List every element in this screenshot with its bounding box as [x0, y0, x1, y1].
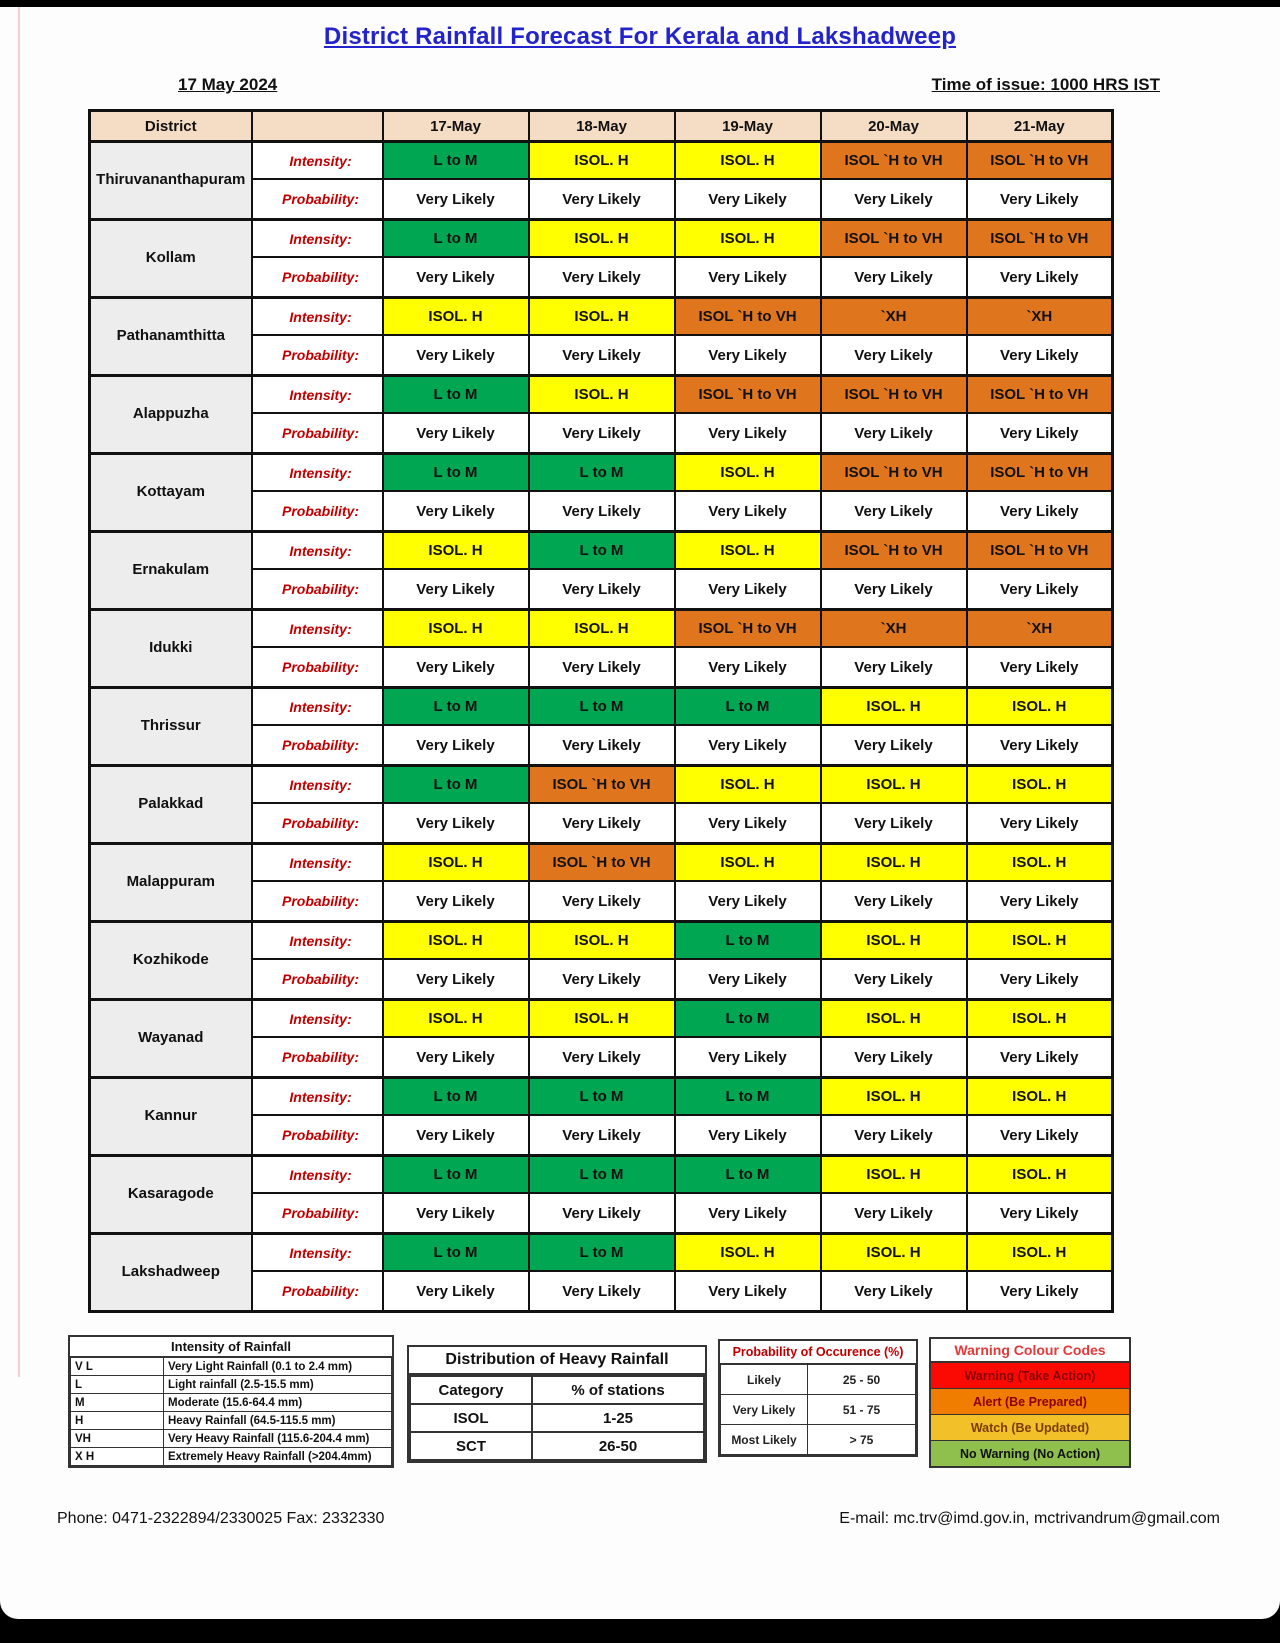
intensity-cell: `XH: [821, 298, 967, 336]
probability-cell: Very Likely: [383, 413, 529, 454]
intensity-cell: ISOL. H: [821, 1078, 967, 1116]
district-name: Thiruvananthapuram: [90, 142, 252, 220]
probability-cell: Very Likely: [821, 1193, 967, 1234]
probability-cell: Very Likely: [821, 413, 967, 454]
probability-cell: Very Likely: [675, 803, 821, 844]
intensity-label: Intensity:: [252, 922, 383, 960]
distribution-header-row: [410, 1376, 704, 1404]
intensity-cell: L to M: [529, 1234, 675, 1272]
intensity-row: [90, 454, 1113, 492]
intensity-cell: L to M: [529, 454, 675, 492]
intensity-label: Intensity:: [252, 220, 383, 258]
intensity-legend-table: [70, 1357, 392, 1466]
phone-fax-text: Phone: 0471-2322894/2330025 Fax: 2332330: [57, 1510, 385, 1527]
intensity-cell: L to M: [383, 454, 529, 492]
probability-cell: Very Likely: [967, 803, 1113, 844]
distribution-row: [410, 1404, 704, 1432]
probability-cell: Very Likely: [383, 1271, 529, 1312]
intensity-cell: ISOL `H to VH: [821, 454, 967, 492]
intensity-description: Extremely Heavy Rainfall (>204.4mm): [164, 1448, 392, 1466]
probability-cell: Very Likely: [529, 1193, 675, 1234]
intensity-legend-row: [71, 1412, 392, 1430]
distribution-percent: 1-25: [532, 1404, 704, 1432]
probability-cell: Very Likely: [529, 959, 675, 1000]
probability-cell: Very Likely: [967, 257, 1113, 298]
probability-legend-title: Probability of Occurence (%): [720, 1341, 916, 1364]
intensity-label: Intensity:: [252, 766, 383, 804]
intensity-cell: L to M: [529, 688, 675, 726]
district-name: Kasaragode: [90, 1156, 252, 1234]
warning-codes-rows: [931, 1362, 1129, 1466]
probability-cell: Very Likely: [529, 1271, 675, 1312]
intensity-cell: ISOL `H to VH: [529, 766, 675, 804]
intensity-row: [90, 1156, 1113, 1194]
probability-cell: Very Likely: [383, 959, 529, 1000]
intensity-cell: ISOL. H: [529, 610, 675, 648]
date-column-header: 21-May: [967, 111, 1113, 142]
intensity-cell: ISOL. H: [529, 298, 675, 336]
district-name: Kannur: [90, 1078, 252, 1156]
probability-cell: Very Likely: [967, 1115, 1113, 1156]
intensity-cell: ISOL. H: [383, 922, 529, 960]
warning-code-row: Warning (Take Action): [931, 1362, 1129, 1388]
intensity-cell: ISOL. H: [675, 532, 821, 570]
intensity-cell: ISOL. H: [821, 1156, 967, 1194]
intensity-cell: ISOL `H to VH: [821, 532, 967, 570]
probability-label: Probability:: [252, 179, 383, 220]
distribution-percent: 26-50: [532, 1432, 704, 1460]
date-column-header: 20-May: [821, 111, 967, 142]
intensity-label: Intensity:: [252, 688, 383, 726]
probability-cell: Very Likely: [675, 413, 821, 454]
label-column-header: [252, 111, 383, 142]
probability-cell: Very Likely: [821, 335, 967, 376]
probability-legend-row: [721, 1395, 916, 1425]
forecast-table: [88, 109, 1114, 1313]
intensity-label: Intensity:: [252, 1234, 383, 1272]
scan-artifact-line: [18, 7, 20, 1377]
intensity-legend-row: [71, 1394, 392, 1412]
intensity-row: [90, 844, 1113, 882]
time-of-issue: Time of issue: 1000 HRS IST: [931, 75, 1160, 94]
probability-label: Probability:: [252, 257, 383, 298]
probability-range: 25 - 50: [808, 1365, 916, 1395]
intensity-cell: L to M: [383, 376, 529, 414]
intensity-cell: ISOL `H to VH: [967, 454, 1113, 492]
date-column-header: 19-May: [675, 111, 821, 142]
district-name: Palakkad: [90, 766, 252, 844]
probability-cell: Very Likely: [821, 725, 967, 766]
intensity-cell: L to M: [383, 1234, 529, 1272]
probability-cell: Very Likely: [821, 1271, 967, 1312]
probability-cell: Very Likely: [383, 257, 529, 298]
intensity-cell: ISOL. H: [675, 220, 821, 258]
probability-label: Probability:: [252, 1115, 383, 1156]
intensity-cell: ISOL. H: [967, 688, 1113, 726]
intensity-abbr: X H: [71, 1448, 164, 1466]
probability-label: Probability:: [252, 1271, 383, 1312]
intensity-cell: ISOL `H to VH: [967, 376, 1113, 414]
intensity-abbr: V L: [71, 1358, 164, 1376]
intensity-label: Intensity:: [252, 142, 383, 180]
probability-legend-table: [720, 1364, 916, 1455]
district-name: Ernakulam: [90, 532, 252, 610]
probability-cell: Very Likely: [383, 335, 529, 376]
probability-legend: [718, 1339, 918, 1457]
probability-term: Likely: [721, 1365, 808, 1395]
intensity-cell: ISOL. H: [383, 610, 529, 648]
probability-cell: Very Likely: [529, 569, 675, 610]
intensity-legend-body: [71, 1358, 392, 1466]
distribution-legend-title: Distribution of Heavy Rainfall: [409, 1347, 705, 1375]
probability-cell: Very Likely: [529, 1037, 675, 1078]
email-text: E-mail: mc.trv@imd.gov.in, mctrivandrum@gmail.com: [839, 1510, 1220, 1527]
probability-cell: Very Likely: [821, 257, 967, 298]
intensity-legend-row: [71, 1358, 392, 1376]
probability-label: Probability:: [252, 725, 383, 766]
probability-label: Probability:: [252, 569, 383, 610]
intensity-description: Light rainfall (2.5-15.5 mm): [164, 1376, 392, 1394]
intensity-description: Heavy Rainfall (64.5-115.5 mm): [164, 1412, 392, 1430]
intensity-cell: ISOL. H: [675, 1234, 821, 1272]
intensity-abbr: M: [71, 1394, 164, 1412]
intensity-cell: ISOL. H: [821, 844, 967, 882]
probability-cell: Very Likely: [967, 1193, 1113, 1234]
probability-range: 51 - 75: [808, 1395, 916, 1425]
intensity-row: [90, 688, 1113, 726]
probability-cell: Very Likely: [967, 959, 1113, 1000]
intensity-cell: ISOL. H: [529, 376, 675, 414]
probability-cell: Very Likely: [529, 179, 675, 220]
intensity-cell: ISOL. H: [675, 142, 821, 180]
intensity-label: Intensity:: [252, 1000, 383, 1038]
probability-label: Probability:: [252, 335, 383, 376]
probability-cell: Very Likely: [821, 1037, 967, 1078]
probability-cell: Very Likely: [383, 569, 529, 610]
intensity-label: Intensity:: [252, 376, 383, 414]
probability-cell: Very Likely: [821, 179, 967, 220]
distribution-header-cell: % of stations: [532, 1376, 704, 1404]
intensity-cell: L to M: [383, 220, 529, 258]
intensity-cell: ISOL. H: [967, 1156, 1113, 1194]
probability-cell: Very Likely: [967, 647, 1113, 688]
intensity-cell: ISOL. H: [821, 688, 967, 726]
distribution-legend: [407, 1345, 707, 1463]
intensity-legend-row: [71, 1430, 392, 1448]
intensity-cell: L to M: [529, 1078, 675, 1116]
intensity-cell: ISOL. H: [529, 142, 675, 180]
distribution-category: SCT: [410, 1432, 532, 1460]
probability-label: Probability:: [252, 1037, 383, 1078]
intensity-cell: L to M: [675, 688, 821, 726]
probability-cell: Very Likely: [821, 881, 967, 922]
probability-cell: Very Likely: [967, 725, 1113, 766]
intensity-row: [90, 220, 1113, 258]
intensity-row: [90, 1000, 1113, 1038]
probability-cell: Very Likely: [675, 569, 821, 610]
intensity-cell: L to M: [383, 142, 529, 180]
district-name: Kollam: [90, 220, 252, 298]
issue-date: 17 May 2024: [178, 75, 278, 94]
intensity-cell: ISOL. H: [675, 766, 821, 804]
intensity-cell: ISOL. H: [967, 1078, 1113, 1116]
intensity-cell: L to M: [529, 1156, 675, 1194]
intensity-row: [90, 766, 1113, 804]
intensity-legend-row: [71, 1448, 392, 1466]
intensity-cell: `XH: [967, 298, 1113, 336]
probability-cell: Very Likely: [675, 1037, 821, 1078]
intensity-cell: ISOL. H: [383, 298, 529, 336]
intensity-legend-row: [71, 1376, 392, 1394]
intensity-cell: ISOL `H to VH: [529, 844, 675, 882]
probability-cell: Very Likely: [967, 179, 1113, 220]
date-column-header: 18-May: [529, 111, 675, 142]
distribution-header-cell: Category: [410, 1376, 532, 1404]
distribution-category: ISOL: [410, 1404, 532, 1432]
warning-colour-codes: [929, 1337, 1131, 1468]
district-name: Thrissur: [90, 688, 252, 766]
probability-cell: Very Likely: [675, 725, 821, 766]
probability-range: > 75: [808, 1425, 916, 1455]
intensity-cell: `XH: [967, 610, 1113, 648]
intensity-label: Intensity:: [252, 454, 383, 492]
intensity-cell: ISOL. H: [821, 1000, 967, 1038]
intensity-cell: L to M: [675, 1156, 821, 1194]
intensity-cell: L to M: [675, 1000, 821, 1038]
warning-codes-title: Warning Colour Codes: [931, 1339, 1129, 1362]
probability-cell: Very Likely: [821, 959, 967, 1000]
probability-cell: Very Likely: [529, 257, 675, 298]
probability-cell: Very Likely: [967, 1037, 1113, 1078]
intensity-abbr: H: [71, 1412, 164, 1430]
probability-legend-row: [721, 1425, 916, 1455]
probability-label: Probability:: [252, 959, 383, 1000]
intensity-cell: L to M: [675, 922, 821, 960]
intensity-cell: ISOL. H: [383, 532, 529, 570]
intensity-cell: ISOL `H to VH: [967, 220, 1113, 258]
intensity-cell: ISOL `H to VH: [967, 532, 1113, 570]
intensity-row: [90, 532, 1113, 570]
probability-cell: Very Likely: [529, 881, 675, 922]
intensity-cell: L to M: [675, 1078, 821, 1116]
intensity-row: [90, 298, 1113, 336]
intensity-row: [90, 376, 1113, 414]
intensity-label: Intensity:: [252, 298, 383, 336]
intensity-cell: `XH: [821, 610, 967, 648]
forecast-header-row: [90, 111, 1113, 142]
intensity-cell: L to M: [383, 766, 529, 804]
intensity-description: Very Heavy Rainfall (115.6-204.4 mm): [164, 1430, 392, 1448]
district-name: Malappuram: [90, 844, 252, 922]
probability-cell: Very Likely: [529, 491, 675, 532]
probability-cell: Very Likely: [675, 491, 821, 532]
district-name: Idukki: [90, 610, 252, 688]
probability-cell: Very Likely: [383, 647, 529, 688]
probability-cell: Very Likely: [529, 335, 675, 376]
intensity-cell: ISOL. H: [821, 766, 967, 804]
probability-cell: Very Likely: [675, 335, 821, 376]
probability-cell: Very Likely: [675, 257, 821, 298]
forecast-table-body: [90, 142, 1113, 1312]
probability-cell: Very Likely: [529, 647, 675, 688]
intensity-cell: ISOL `H to VH: [675, 298, 821, 336]
intensity-label: Intensity:: [252, 1078, 383, 1116]
intensity-cell: L to M: [529, 532, 675, 570]
probability-cell: Very Likely: [383, 803, 529, 844]
intensity-legend-title: Intensity of Rainfall: [70, 1337, 392, 1357]
probability-label: Probability:: [252, 881, 383, 922]
intensity-row: [90, 1234, 1113, 1272]
intensity-cell: L to M: [383, 1156, 529, 1194]
probability-cell: Very Likely: [675, 959, 821, 1000]
probability-label: Probability:: [252, 803, 383, 844]
probability-term: Very Likely: [721, 1395, 808, 1425]
intensity-row: [90, 610, 1113, 648]
intensity-legend: [68, 1335, 394, 1468]
warning-code-row: Alert (Be Prepared): [931, 1388, 1129, 1414]
district-name: Pathanamthitta: [90, 298, 252, 376]
probability-label: Probability:: [252, 413, 383, 454]
intensity-label: Intensity:: [252, 610, 383, 648]
probability-cell: Very Likely: [675, 647, 821, 688]
intensity-cell: ISOL. H: [529, 922, 675, 960]
intensity-row: [90, 922, 1113, 960]
probability-cell: Very Likely: [967, 413, 1113, 454]
intensity-description: Very Light Rainfall (0.1 to 2.4 mm): [164, 1358, 392, 1376]
intensity-cell: ISOL. H: [529, 220, 675, 258]
district-column-header: District: [90, 111, 252, 142]
probability-cell: Very Likely: [675, 1115, 821, 1156]
intensity-cell: ISOL. H: [967, 1234, 1113, 1272]
distribution-legend-body: [410, 1376, 704, 1460]
intensity-cell: ISOL. H: [967, 844, 1113, 882]
warning-code-row: No Warning (No Action): [931, 1440, 1129, 1466]
probability-cell: Very Likely: [383, 179, 529, 220]
probability-cell: Very Likely: [821, 1115, 967, 1156]
intensity-label: Intensity:: [252, 844, 383, 882]
probability-legend-row: [721, 1365, 916, 1395]
date-column-header: 17-May: [383, 111, 529, 142]
probability-cell: Very Likely: [529, 725, 675, 766]
probability-cell: Very Likely: [529, 1115, 675, 1156]
intensity-abbr: VH: [71, 1430, 164, 1448]
probability-cell: Very Likely: [675, 1271, 821, 1312]
warning-code-row: Watch (Be Updated): [931, 1414, 1129, 1440]
probability-label: Probability:: [252, 647, 383, 688]
probability-cell: Very Likely: [383, 881, 529, 922]
district-name: Alappuzha: [90, 376, 252, 454]
probability-cell: Very Likely: [821, 491, 967, 532]
probability-cell: Very Likely: [967, 1271, 1113, 1312]
probability-cell: Very Likely: [967, 491, 1113, 532]
intensity-cell: ISOL `H to VH: [821, 220, 967, 258]
probability-cell: Very Likely: [967, 569, 1113, 610]
intensity-label: Intensity:: [252, 1156, 383, 1194]
intensity-label: Intensity:: [252, 532, 383, 570]
intensity-cell: ISOL. H: [967, 922, 1113, 960]
intensity-cell: ISOL. H: [383, 844, 529, 882]
probability-cell: Very Likely: [383, 491, 529, 532]
intensity-abbr: L: [71, 1376, 164, 1394]
intensity-cell: ISOL. H: [383, 1000, 529, 1038]
probability-legend-body: [721, 1365, 916, 1455]
probability-cell: Very Likely: [821, 647, 967, 688]
probability-cell: Very Likely: [675, 179, 821, 220]
probability-cell: Very Likely: [967, 335, 1113, 376]
probability-label: Probability:: [252, 491, 383, 532]
intensity-cell: ISOL. H: [821, 1234, 967, 1272]
intensity-cell: L to M: [383, 688, 529, 726]
probability-cell: Very Likely: [383, 1115, 529, 1156]
district-name: Wayanad: [90, 1000, 252, 1078]
intensity-cell: L to M: [383, 1078, 529, 1116]
probability-cell: Very Likely: [821, 569, 967, 610]
legend-section: [68, 1335, 1280, 1468]
intensity-cell: ISOL `H to VH: [675, 376, 821, 414]
subheader: [178, 75, 1160, 95]
distribution-row: [410, 1432, 704, 1460]
probability-cell: Very Likely: [383, 725, 529, 766]
district-name: Kottayam: [90, 454, 252, 532]
probability-cell: Very Likely: [529, 413, 675, 454]
intensity-cell: ISOL `H to VH: [675, 610, 821, 648]
probability-label: Probability:: [252, 1193, 383, 1234]
contact-footer: [57, 1510, 1220, 1528]
page-title: District Rainfall Forecast For Kerala and Lakshadweep: [323, 23, 957, 50]
intensity-cell: ISOL `H to VH: [967, 142, 1113, 180]
intensity-cell: ISOL. H: [675, 454, 821, 492]
probability-cell: Very Likely: [675, 881, 821, 922]
probability-term: Most Likely: [721, 1425, 808, 1455]
probability-cell: Very Likely: [821, 803, 967, 844]
intensity-cell: ISOL. H: [967, 766, 1113, 804]
district-name: Kozhikode: [90, 922, 252, 1000]
intensity-cell: ISOL. H: [967, 1000, 1113, 1038]
intensity-cell: ISOL `H to VH: [821, 142, 967, 180]
probability-cell: Very Likely: [967, 881, 1113, 922]
probability-cell: Very Likely: [383, 1193, 529, 1234]
intensity-description: Moderate (15.6-64.4 mm): [164, 1394, 392, 1412]
probability-cell: Very Likely: [383, 1037, 529, 1078]
document-sheet: [0, 7, 1280, 1619]
intensity-cell: ISOL. H: [675, 844, 821, 882]
intensity-row: [90, 1078, 1113, 1116]
intensity-cell: ISOL. H: [821, 922, 967, 960]
district-name: Lakshadweep: [90, 1234, 252, 1312]
probability-cell: Very Likely: [675, 1193, 821, 1234]
probability-cell: Very Likely: [529, 803, 675, 844]
intensity-cell: ISOL `H to VH: [821, 376, 967, 414]
intensity-cell: ISOL. H: [529, 1000, 675, 1038]
intensity-row: [90, 142, 1113, 180]
distribution-legend-table: [409, 1375, 705, 1461]
